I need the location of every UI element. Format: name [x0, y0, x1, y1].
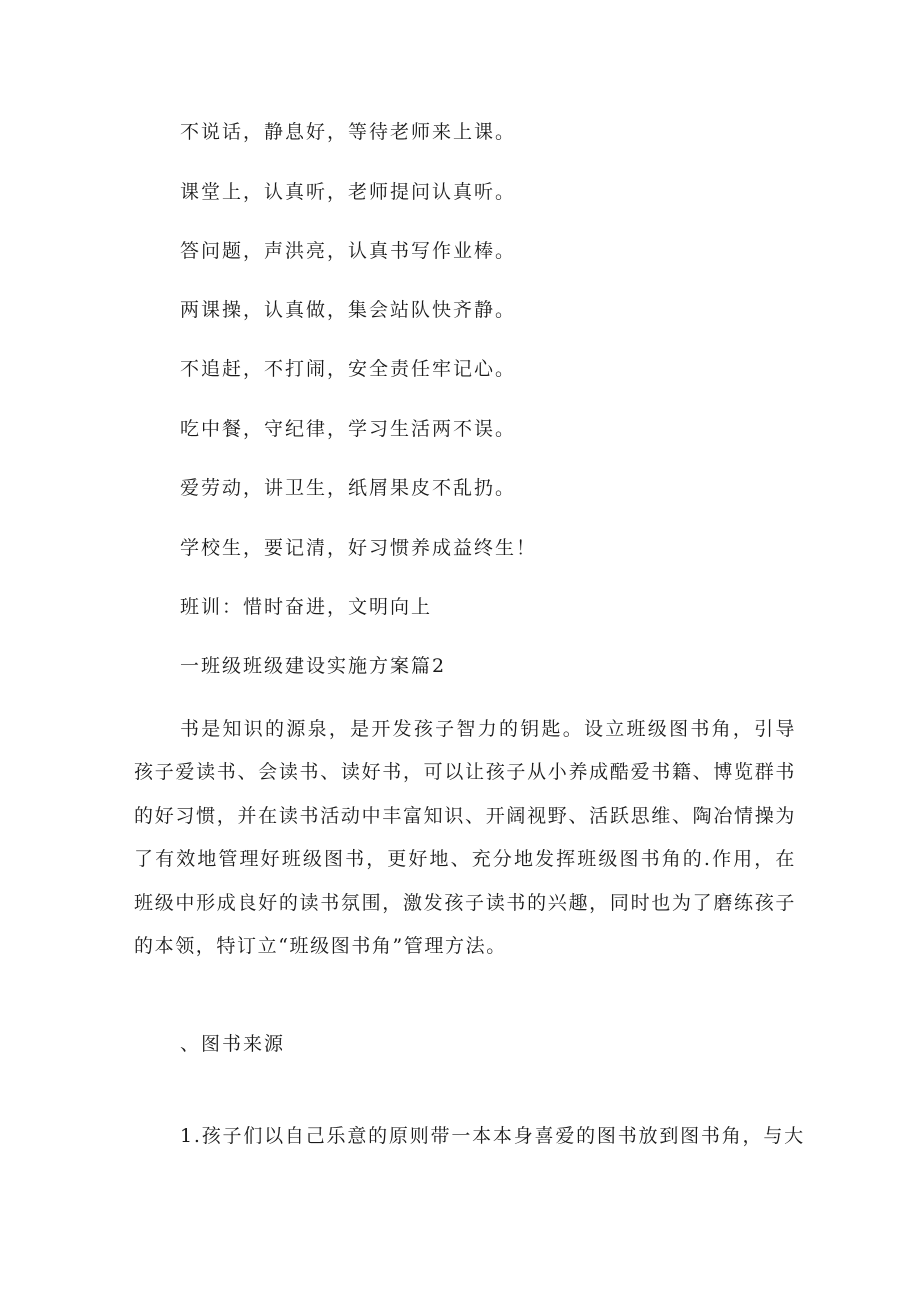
rule-line-6: 吃中餐，守纪律，学习生活两不误。: [180, 418, 517, 440]
body-paragraph: 书是知识的源泉，是开发孩子智力的钥匙。设立班级图书角，引导孩子爱读书、会读书、读好书，可以让孩子从小养成酷爱书籍、博览群书的好习惯，并在读书活动中丰富知识、开阔视野、活跃思维、陶冶情操为了有效地管理好班级图书，更好地、充分地发挥班级图书角的.作用，在班级中形成良好的读书氛围，激发孩子读书的兴趣，同时也为了磨练孩子的本领，特订立“班级图书角”管理方法。: [134, 718, 796, 958]
class-motto: 班训：惜时奋进，文明向上: [180, 596, 433, 618]
subsection-title: 、图书来源: [180, 1033, 286, 1055]
rule-line-4: 两课操，认真做，集会站队快齐静。: [180, 299, 517, 321]
rule-line-3: 答问题，声洪亮，认真书写作业棒。: [180, 240, 517, 262]
section-heading: 一班级班级建设实施方案篇2: [180, 655, 447, 677]
rule-line-5: 不追赶，不打闹，安全责任牢记心。: [180, 358, 517, 380]
rule-line-2: 课堂上，认真听，老师提问认真听。: [180, 181, 517, 203]
rule-line-1: 不说话，静息好，等待老师来上课。: [180, 121, 517, 143]
rule-line-7: 爱劳动，讲卫生，纸屑果皮不乱扔。: [180, 477, 517, 499]
rule-line-8: 学校生，要记清，好习惯养成益终生！: [180, 537, 538, 559]
list-item-1: 1.孩子们以自己乐意的原则带一本本身喜爱的图书放到图书角，与大: [180, 1125, 805, 1147]
